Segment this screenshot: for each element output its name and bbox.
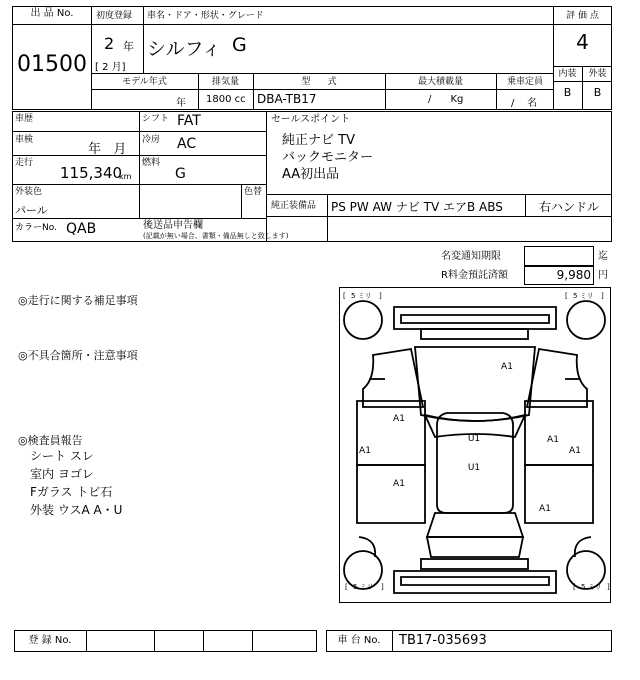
mark-front-right-fender: A1 [547,435,559,445]
svg-text:]: ] [379,292,382,300]
first-reg-year: 2 [104,34,115,53]
svg-text:[: [ [345,583,348,591]
svg-text:[: [ [565,292,568,300]
sales-point-line: 純正ナビ TV [282,133,355,148]
mark-left-front-door: A1 [359,446,371,456]
inspector-line: 外装 ウスA A・U [30,503,123,517]
history-label: 車歴 [15,114,34,124]
displacement-value: 1800 cc [206,94,246,105]
sales-point-line: AA初出品 [282,167,340,182]
first-reg-label: 初度登録 [96,11,133,21]
name-change-unit: 迄 [598,251,608,262]
mileage-value: 115,340 [60,164,123,182]
tire-label-rear-right: 5 ミリ [581,583,602,591]
hood [415,347,535,421]
exterior-color-label: 外装色 [15,187,43,197]
mark-hood: A1 [501,362,513,372]
equipment-label: 純正装備品 [271,201,317,211]
max-load-value: / Kg [428,94,464,105]
interior-label: 内装 [558,69,577,79]
right-rear-door [525,465,593,523]
model-year-unit: 年 [176,98,186,109]
max-load-label: 最大積載量 [417,77,463,87]
recycle-label: R料金預託済額 [441,270,508,281]
inspection-label: 車検 [15,135,34,145]
model-year-label: モデル年式 [122,77,167,87]
mark-roof-rear: U1 [467,463,481,473]
equipment-items: PS PW AW ナビ TV エアB ABS [331,200,503,214]
tire-label-rear-left: 5 ミリ [353,583,374,591]
docs-label: 後送品申告欄 [143,220,203,231]
fuel-label: 燃料 [142,158,161,168]
registration-label: 登 録 No. [28,635,72,646]
interior-grade: B [563,86,572,99]
front-right-fender [527,349,587,407]
mark-right-rear-door: A1 [539,504,551,514]
tire-label-front-right: 5 ミリ [573,292,594,300]
first-reg-year-unit: 年 [123,40,134,53]
lot-number: 01500 [17,52,87,77]
ac-label: 冷房 [142,135,161,145]
car-damage-diagram [339,287,611,603]
tire-label-front-left: [ [343,292,346,300]
front-left-fender [363,349,423,407]
inspector-line: Fガラス トビ石 [30,485,113,499]
mark-roof-front: U1 [467,434,481,444]
sales-points-label: セールスポイント [271,114,351,125]
svg-text:]: ] [381,583,384,591]
capacity-label: 乗車定員 [506,77,543,87]
chassis-number: TB17-035693 [399,633,487,648]
name-label: 車名・ドア・形状・グレード [147,11,264,21]
lot-label: 出 品 No. [30,8,74,19]
tire-label-front-left: 5 ミリ [351,292,372,300]
exterior-grade: B [593,86,602,99]
tire-front-right [567,301,605,339]
driving-remarks-title: ◎走行に関する補足事項 [18,294,138,307]
tire-front-left [344,301,382,339]
color-no-label: カラーNo. [15,223,57,233]
score-label: 評 価 点 [566,11,599,21]
recycle-amount: 9,980 [556,268,591,282]
shift-value: FAT [177,113,201,129]
name-change-box [524,246,594,266]
score-value: 4 [576,30,589,54]
mark-front-left-fender: A1 [393,414,405,424]
svg-text:]: ] [607,583,610,591]
inspection-value: 年 月 [88,142,127,157]
fuel-value: G [175,166,186,182]
front-bumper [394,307,556,329]
right-front-door [525,401,593,465]
exterior-label: 外装 [588,69,607,79]
inspector-title: ◎検査員報告 [18,434,83,447]
mark-right-front-door: A1 [569,446,581,456]
shift-label: シフト [142,114,170,124]
ac-value: AC [177,136,197,152]
trunk [427,537,523,557]
mileage-unit: km [119,172,132,181]
sales-point-line: バックモニター [282,150,374,165]
svg-text:[: [ [573,583,576,591]
name-change-label: 名変通知期限 [441,251,501,262]
mileage-label: 走行 [15,158,34,168]
car-name: シルフィ [147,38,222,60]
capacity-value: / 名 [511,98,538,109]
mark-left-rear-door: A1 [393,479,405,489]
rear-bumper [394,571,556,593]
chassis-label: 車 台 No. [337,635,381,646]
type-label: 型 式 [301,77,337,87]
first-reg-month: [ 2 月] [95,62,126,73]
color-no-value: QAB [66,221,97,237]
steering-value: 右ハンドル [538,200,599,214]
inspector-line: シート スレ [30,449,94,463]
recycle-unit: 円 [598,270,608,281]
inspector-line: 室内 ヨゴレ [30,467,94,481]
svg-text:]: ] [601,292,604,300]
displacement-label: 排気量 [211,77,239,87]
defects-title: ◎不具合箇所・注意事項 [18,349,138,362]
exterior-color-value: パール [15,204,48,217]
left-rear-door [357,465,425,523]
type-value: DBA-TB17 [257,92,317,106]
grade: G [232,34,247,56]
color-change-label: 色替 [244,187,263,197]
rear-glass [427,513,523,537]
docs-note: (記載が無い場合、書類・備品無しと致します) [143,232,289,240]
